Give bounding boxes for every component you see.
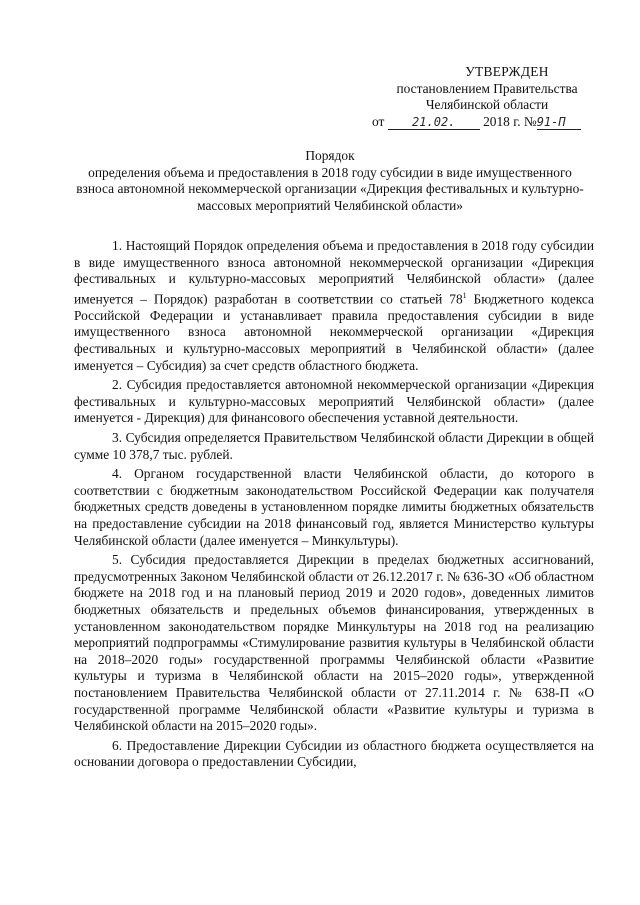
paragraph-2: 2. Субсидия предоставляется автономной некоммерческой организации «Дирекция фестивальных и культурно-массовых мероприятий Челябинской области» (далее именуется - Дирекция) для финансового обеспечения уставной деятельности. bbox=[74, 377, 594, 426]
year-number-label: 2018 г. № bbox=[483, 113, 537, 129]
document-body bbox=[74, 238, 594, 774]
date-prefix: от bbox=[372, 113, 385, 129]
paragraph-5: 5. Субсидия предоставляется Дирекции в пределах бюджетных ассигнований, предусмотренных Законом Челябинской области от 26.12.2017 г. № 636-ЗО «Об областном бюджете на 2018 год и на плановый период 2019 и 2020 годов», доведенных лимитов бюджетных обязательств и предельных объемов финансирования, утвержденных в установленном законодательством порядке Минкультуры на 2018 год на реализацию мероприятий подпрограммы «Стимулирование развития культуры в Челябинской области на 2018–2020 годы» государственной программы Челябинской области «Развитие культуры и туризма в Челябинской области на 2015–2020 годы», утвержденной постановлением Правительства Челябинской области от 27.11.2014 г. № 638-П «О государственной программе Челябинской области «Развитие культуры и туризма в Челябинской области на 2015–2020 годы». bbox=[74, 552, 594, 734]
approval-line-1: постановлением Правительства bbox=[396, 80, 578, 96]
paragraph-6: 6. Предоставление Дирекции Субсидии из областного бюджета осуществляется на основании договора о предоставлении Субсидии, bbox=[74, 737, 594, 770]
document-heading bbox=[70, 148, 590, 214]
footnote-superscript: 1 bbox=[462, 290, 467, 300]
number-value: 91-П bbox=[536, 114, 566, 129]
approval-title: УТВЕРЖДЕН bbox=[465, 64, 549, 79]
paragraph-3: 3. Субсидия определяется Правительством Челябинской области Дирекции в общей сумме 10 378,7 тыс. рублей. bbox=[74, 430, 594, 462]
approval-stamp bbox=[372, 64, 602, 130]
paragraph-1-part-a: 1. Настоящий Порядок определения объема и предоставления в 2018 году субсидии в виде имущественного взноса автономной некоммерческой организации «Дирекция фестивальных и культурно-массовых мероприятий Челябинской области» (далее именуется – Порядок) разработан в соответствии со статьей 78 bbox=[74, 238, 594, 307]
approval-date-line bbox=[372, 114, 602, 131]
paragraph-4: 4. Органом государственной власти Челябинской области, до которого в соответствии с бюджетным законодательством Российской Федерации как получателя бюджетных средств доведены в установленном порядке лимиты бюджетных обязательств на предоставление субсидии на 2018 финансовый год, является Министерство культуры Челябинской области (далее именуется – Минкультуры). bbox=[74, 466, 594, 548]
paragraph-1-part-b: Бюджетного кодекса Российской Федерации и устанавливает правила предоставления субсидии в виде имущественного взноса автономной некоммерческой организации «Дирекция фестивальных и культурно-массовых мероприятий в Челябинской области» (далее именуется – Субсидия) за счет средств областного бюджета. bbox=[74, 291, 594, 373]
date-field bbox=[388, 115, 480, 130]
document-subtitle: определения объема и предоставления в 2018 году субсидии в виде имущественного взноса автономной некоммерческой организации «Дирекция фестивальных и культурно-массовых мероприятий Челябинской области» bbox=[76, 164, 584, 213]
date-value: 21.02. bbox=[412, 114, 456, 129]
number-field bbox=[537, 115, 581, 130]
paragraph-1 bbox=[74, 238, 594, 374]
document-title: Порядок bbox=[305, 148, 355, 163]
approval-line-2: Челябинской области bbox=[425, 97, 549, 112]
